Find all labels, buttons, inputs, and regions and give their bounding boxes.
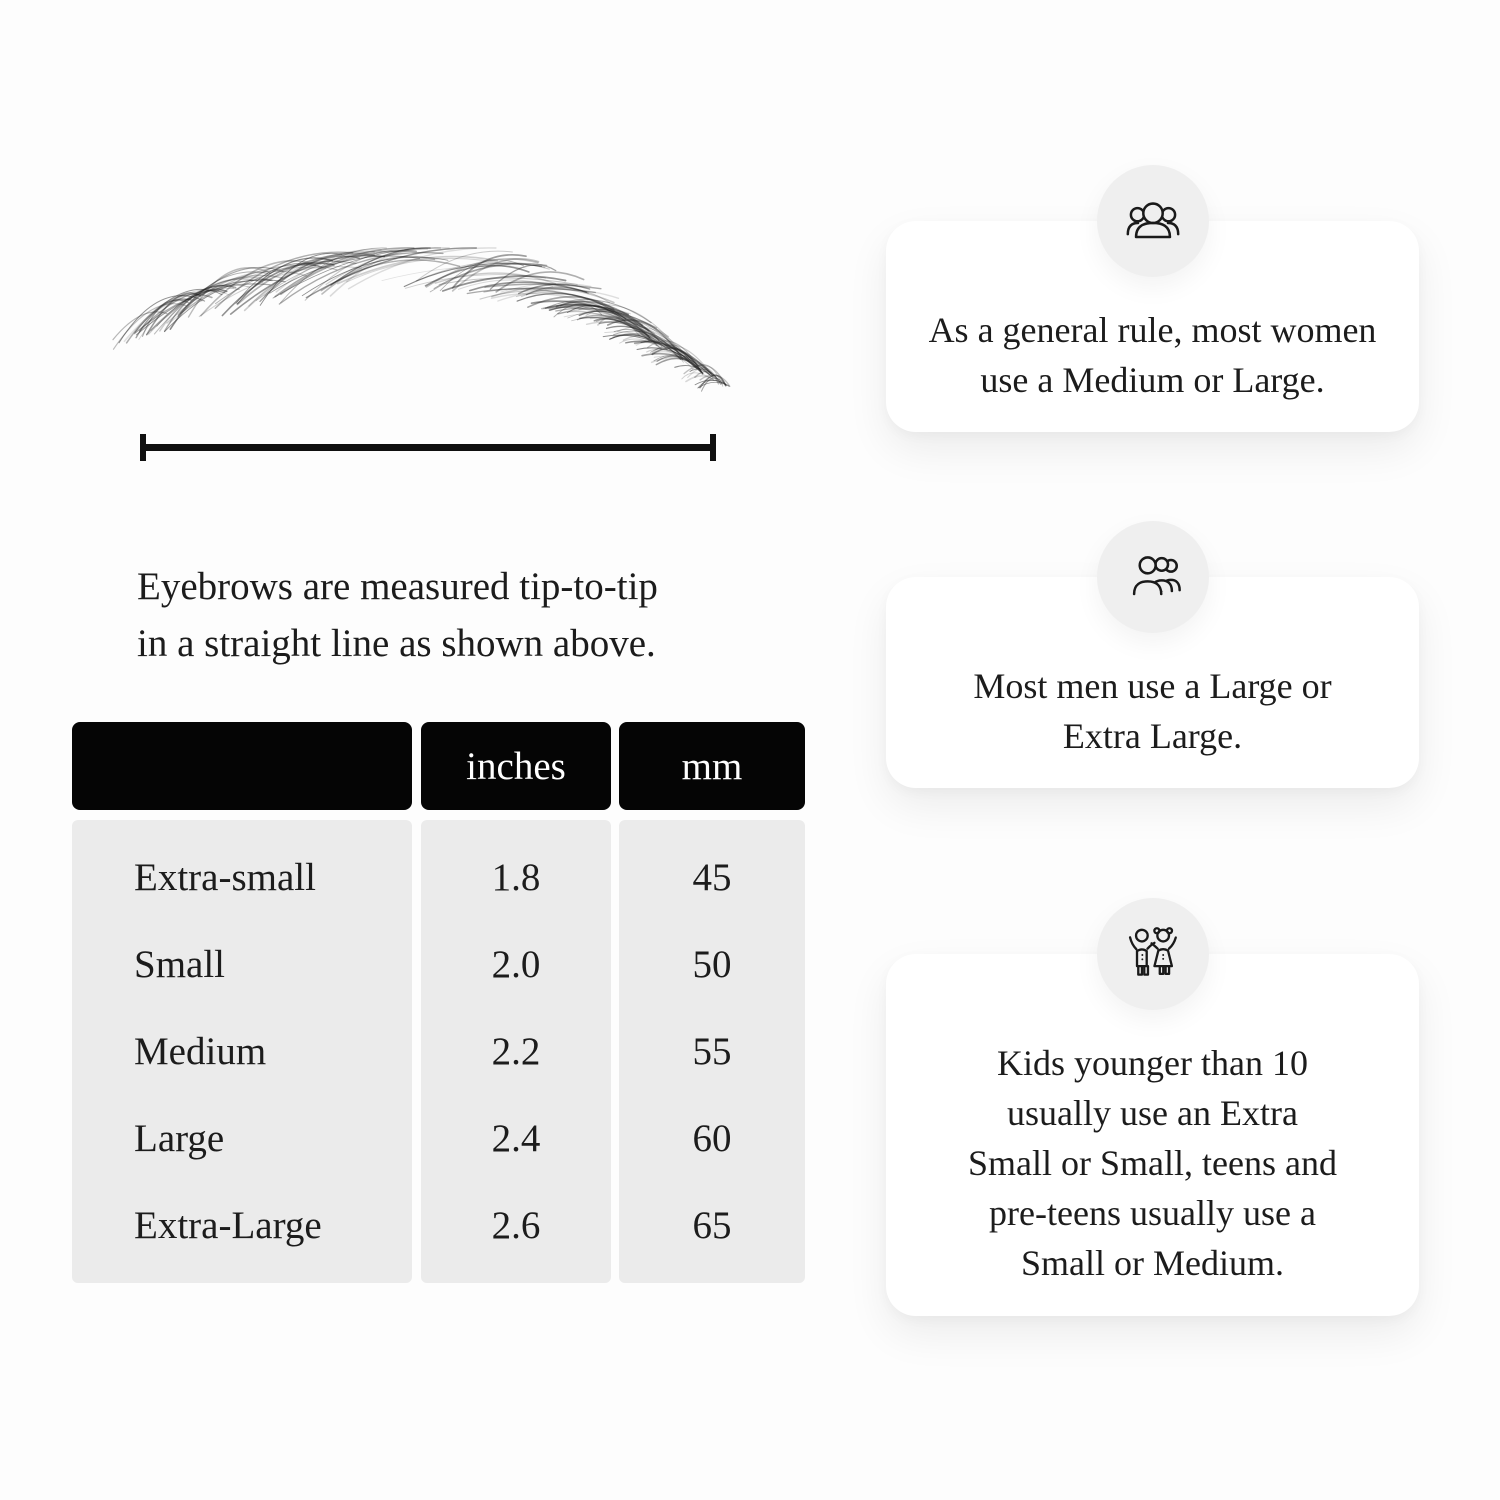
women-group-icon (1097, 165, 1209, 277)
table-header-inches: inches (421, 722, 611, 810)
caption-line-2: in a straight line as shown above. (137, 622, 656, 665)
info-card-men (886, 577, 1419, 788)
table-cell-mm: 50 (692, 943, 732, 986)
women-card-text: As a general rule, most women use a Medium or Large. (928, 309, 1377, 400)
table-row-label: Medium (134, 1030, 267, 1073)
kids-icon (1097, 898, 1209, 1010)
table-column-inches (421, 820, 611, 1283)
table-cell-inches: 2.2 (491, 1030, 541, 1073)
table-row-label: Large (134, 1117, 225, 1160)
info-card-women (886, 221, 1419, 432)
table-row-label: Extra-Large (134, 1204, 322, 1247)
table-column-labels (72, 820, 412, 1283)
measurement-line (140, 434, 716, 461)
table-cell-inches: 2.4 (491, 1117, 541, 1160)
table-row-label: Extra-small (134, 856, 316, 899)
table-cell-mm: 45 (692, 856, 732, 899)
ruler-bar (146, 444, 710, 451)
measurement-caption (137, 558, 757, 672)
ruler-right-cap (710, 434, 716, 461)
men-group-icon (1097, 521, 1209, 633)
eyebrow-illustration (108, 244, 736, 410)
table-cell-mm: 60 (692, 1117, 732, 1160)
table-cell-mm: 55 (692, 1030, 732, 1073)
kids-card-text: Kids younger than 10 usually use an Extra Small or Small, teens and pre-teens usually use a Small or Medium. (968, 1043, 1337, 1283)
table-cell-mm: 65 (692, 1204, 732, 1247)
info-card-kids (886, 954, 1419, 1316)
table-column-mm (619, 820, 805, 1283)
table-header-mm: mm (619, 722, 805, 810)
caption-line-1: Eyebrows are measured tip-to-tip (137, 565, 658, 608)
table-row-label: Small (134, 943, 226, 986)
table-cell-inches: 2.6 (491, 1204, 541, 1247)
men-card-text: Most men use a Large or Extra Large. (973, 665, 1332, 756)
table-header-blank (72, 722, 412, 810)
table-cell-inches: 2.0 (491, 943, 541, 986)
table-cell-inches: 1.8 (491, 856, 541, 899)
